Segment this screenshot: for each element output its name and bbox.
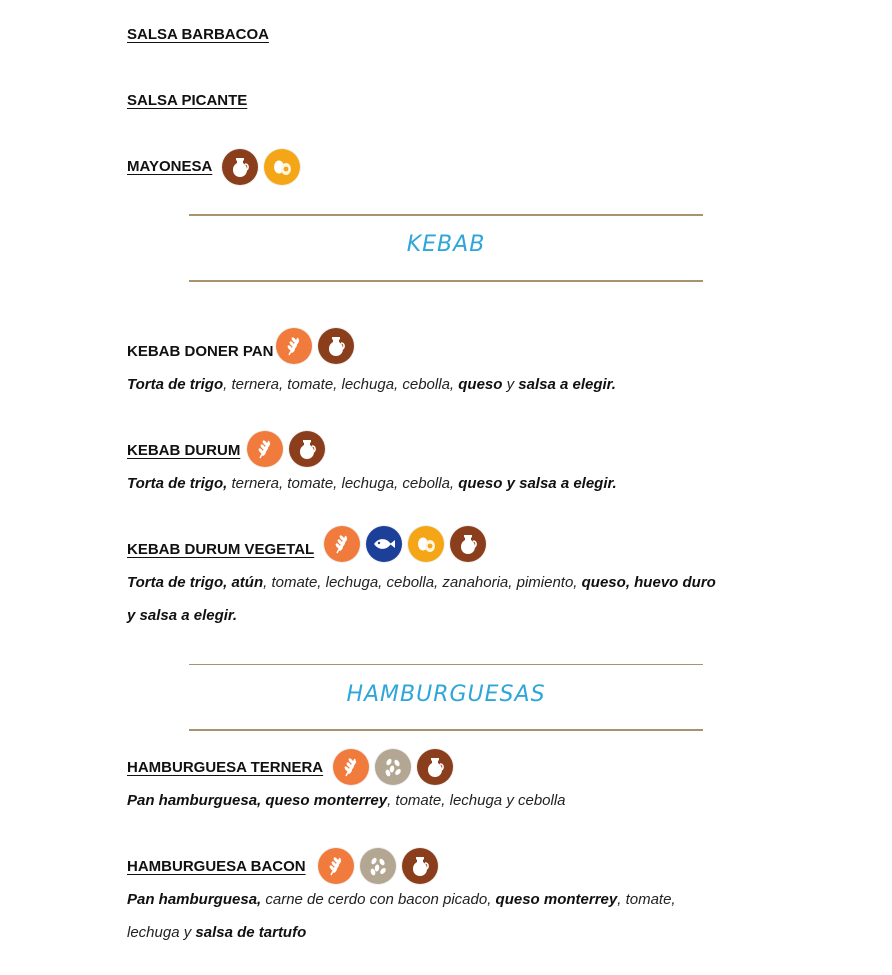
hamburguesa-ternera-allergens <box>333 749 453 785</box>
milk-icon <box>417 749 453 785</box>
description-kebab-doner: Torta de trigo, ternera, tomate, lechuga, cebolla, queso y salsa a elegir. <box>127 376 616 393</box>
description-hamburguesa-bacon-line1: Pan hamburguesa, carne de cerdo con bacon picado, queso monterrey, tomate, <box>127 891 676 908</box>
section-divider-top <box>189 214 703 216</box>
gluten-icon <box>276 328 312 364</box>
milk-icon <box>318 328 354 364</box>
mayonesa-allergens <box>222 149 300 185</box>
gluten-icon <box>324 526 360 562</box>
description-hamburguesa-ternera: Pan hamburguesa, queso monterrey, tomate, lechuga y cebolla <box>127 792 566 809</box>
item-kebab-doner-pan: KEBAB DONER PAN <box>127 343 274 360</box>
section-divider-top <box>189 664 703 665</box>
milk-icon <box>289 431 325 467</box>
egg-icon <box>408 526 444 562</box>
hamburguesa-bacon-allergens <box>318 848 438 884</box>
sesame-icon <box>375 749 411 785</box>
description-hamburguesa-bacon-line2: lechuga y salsa de tartufo <box>127 924 307 941</box>
description-kebab-durum-vegetal-line2: y salsa a elegir. <box>127 607 238 624</box>
section-heading-kebab: KEBAB <box>406 232 486 257</box>
kebab-doner-allergens <box>276 328 354 364</box>
gluten-icon <box>247 431 283 467</box>
milk-icon <box>450 526 486 562</box>
milk-icon <box>222 149 258 185</box>
description-kebab-durum: Torta de trigo, ternera, tomate, lechuga, cebolla, queso y salsa a elegir. <box>127 475 617 492</box>
section-divider-bottom <box>189 729 703 731</box>
kebab-durum-vegetal-allergens <box>324 526 486 562</box>
section-heading-hamburguesas: HAMBURGUESAS <box>346 682 546 707</box>
item-kebab-durum: KEBAB DURUM <box>127 442 241 459</box>
fish-icon <box>366 526 402 562</box>
section-divider-bottom <box>189 280 703 282</box>
sauce-salsa-picante: SALSA PICANTE <box>127 92 248 109</box>
sauce-mayonesa: MAYONESA <box>127 158 213 175</box>
item-hamburguesa-bacon: HAMBURGUESA BACON <box>127 858 306 875</box>
description-kebab-durum-vegetal-line1: Torta de trigo, atún, tomate, lechuga, cebolla, zanahoria, pimiento, queso, huevo duro <box>127 574 716 591</box>
kebab-durum-allergens <box>247 431 325 467</box>
gluten-icon <box>333 749 369 785</box>
sauce-salsa-barbacoa: SALSA BARBACOA <box>127 26 269 43</box>
item-kebab-durum-vegetal: KEBAB DURUM VEGETAL <box>127 541 315 558</box>
egg-icon <box>264 149 300 185</box>
gluten-icon <box>318 848 354 884</box>
item-hamburguesa-ternera: HAMBURGUESA TERNERA <box>127 759 324 776</box>
milk-icon <box>402 848 438 884</box>
sesame-icon <box>360 848 396 884</box>
